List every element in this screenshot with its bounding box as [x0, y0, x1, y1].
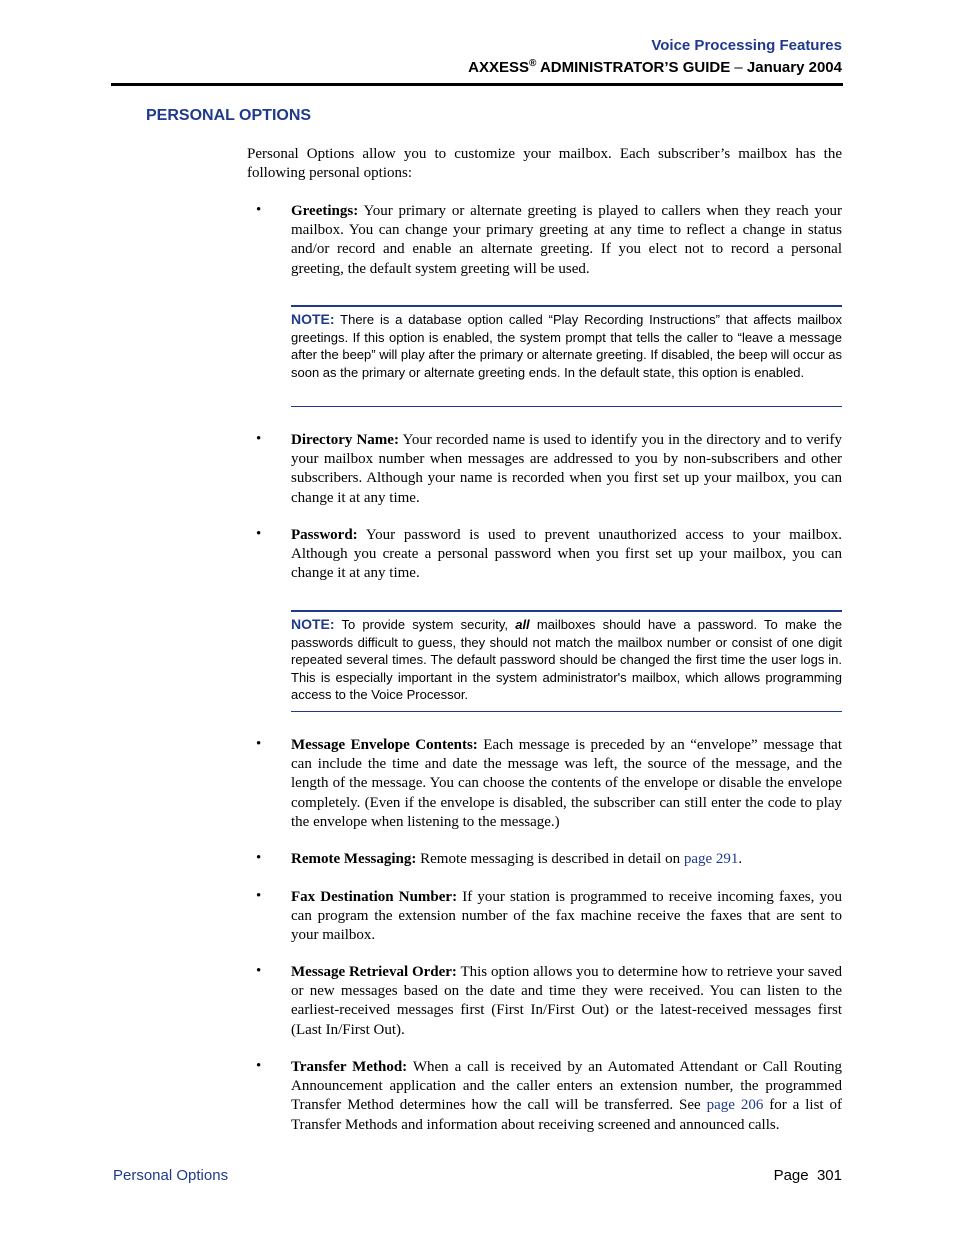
- note-box: [291, 305, 842, 407]
- item-text: Your primary or alternate greeting is played to callers when they reach your mailbox. You can change your primary greeting at any time to reflect a change in status and/or record and enable an alternate greeting. If you elect not to record a personal greeting, the default system greeting will be used.: [291, 203, 842, 277]
- bullet-icon: •: [256, 202, 262, 218]
- note-label: NOTE:: [291, 616, 335, 632]
- list-item-password: [291, 526, 842, 584]
- guide-brand: AXXESS: [468, 59, 529, 76]
- footer-section-name: Personal Options: [113, 1167, 229, 1184]
- header-section-title: Voice Processing Features: [651, 37, 842, 54]
- bullet-icon: •: [256, 888, 262, 904]
- item-term: Password:: [291, 527, 358, 543]
- item-text: Your password is used to prevent unauthorized access to your mailbox. Although you create a personal password when you first set up your mailbox, you can change it at any time.: [291, 527, 842, 582]
- bullet-icon: •: [256, 1058, 262, 1074]
- page-number: 301: [816, 1167, 842, 1184]
- bullet-icon: •: [256, 431, 262, 447]
- intro-paragraph: Personal Options allow you to customize your mailbox. Each subscriber’s mailbox has the following personal options:: [247, 146, 842, 181]
- item-text: Each message is preceded by an “envelope” message that can include the time and date the message was left, the source of the message, and the length of the message. You can choose the contents of the envelope or disable the envelope completely. (Even if the envelope is disabled, the subscriber can still enter the code to play the envelope when listening to the message.): [291, 737, 842, 830]
- item-text: This option allows you to determine how to retrieve your saved or new messages based on the date and time they were received. You can listen to the earliest-received messages first (First In/First Out) or the latest-received messages first (Last In/First Out).: [291, 964, 842, 1038]
- note-text: There is a database option called “Play Recording Instructions” that affects mailbox greetings. If this option is enabled, the system prompt that tells the caller to “leave a message after the beep” will play after the primary or alternate greeting. If disabled, the beep will occur as soon as the primary or alternate greeting ends. In the default state, this option is enabled.: [291, 312, 842, 380]
- item-term: Greetings:: [291, 203, 359, 219]
- list-item-greetings: [291, 202, 842, 279]
- list-item-remote-messaging: [291, 850, 842, 869]
- guide-date: January 2004: [742, 59, 842, 76]
- item-term: Message Retrieval Order:: [291, 964, 457, 980]
- footer-page-number: [774, 1167, 842, 1184]
- note-text: mailboxes should have a password. To make the passwords difficult to guess, they should not match the mailbox number or consist of one digit repeated several times. The default password should be changed the first time the user logs in. This is especially important in the system administrator's mailbox, which allows programming access to the Voice Processor.: [291, 617, 842, 702]
- item-term: Directory Name:: [291, 432, 399, 448]
- item-text: Your recorded name is used to identify you in the directory and to verify your mailbox number when messages are addressed to you by non-subscribers and other subscribers. Although your name is recorded when you first set up your mailbox, you can change it at any time.: [291, 432, 843, 506]
- item-term: Fax Destination Number:: [291, 889, 458, 905]
- bullet-icon: •: [256, 526, 262, 542]
- item-term: Transfer Method:: [291, 1059, 408, 1075]
- bullet-icon: •: [256, 736, 262, 752]
- bullet-icon: •: [256, 963, 262, 979]
- guide-title: ADMINISTRATOR’S GUIDE: [536, 59, 735, 76]
- page-link[interactable]: page 206: [706, 1097, 764, 1114]
- registered-mark: ®: [528, 58, 537, 69]
- list-item-message-envelope: [291, 736, 842, 832]
- header-guide-title: [468, 58, 842, 76]
- list-item-directory-name: [291, 431, 842, 508]
- bullet-icon: •: [256, 850, 262, 866]
- note-box: [291, 610, 842, 712]
- page-label: Page: [773, 1167, 809, 1184]
- note-text: To provide system security,: [334, 617, 516, 632]
- item-term: Remote Messaging:: [291, 851, 417, 867]
- item-text: for a list of Transfer Methods and information about receiving screened and announced calls.: [291, 1097, 842, 1133]
- section-title: PERSONAL OPTIONS: [146, 107, 312, 124]
- item-term: Message Envelope Contents:: [291, 737, 478, 753]
- item-text: When a call is received by an Automated Attendant or Call Routing Announcement application and the caller enters an extension number, the programmed Transfer Method determines how the call will be transferred. See: [291, 1059, 842, 1114]
- note-emphasis: all: [515, 617, 530, 632]
- header-rule: [111, 83, 843, 86]
- note-label: NOTE:: [291, 311, 335, 327]
- item-text: Remote messaging is described in detail on: [416, 851, 684, 867]
- page-link[interactable]: page 291: [683, 851, 739, 867]
- list-item-transfer-method: [291, 1058, 842, 1135]
- list-item-fax-destination: [291, 888, 842, 946]
- list-item-retrieval-order: [291, 963, 842, 1040]
- item-text: .: [738, 851, 743, 867]
- guide-dash: –: [734, 59, 743, 76]
- item-text: If your station is programmed to receive incoming faxes, you can program the extension number of the fax machine receive the faxes that are sent to your mailbox.: [291, 889, 842, 944]
